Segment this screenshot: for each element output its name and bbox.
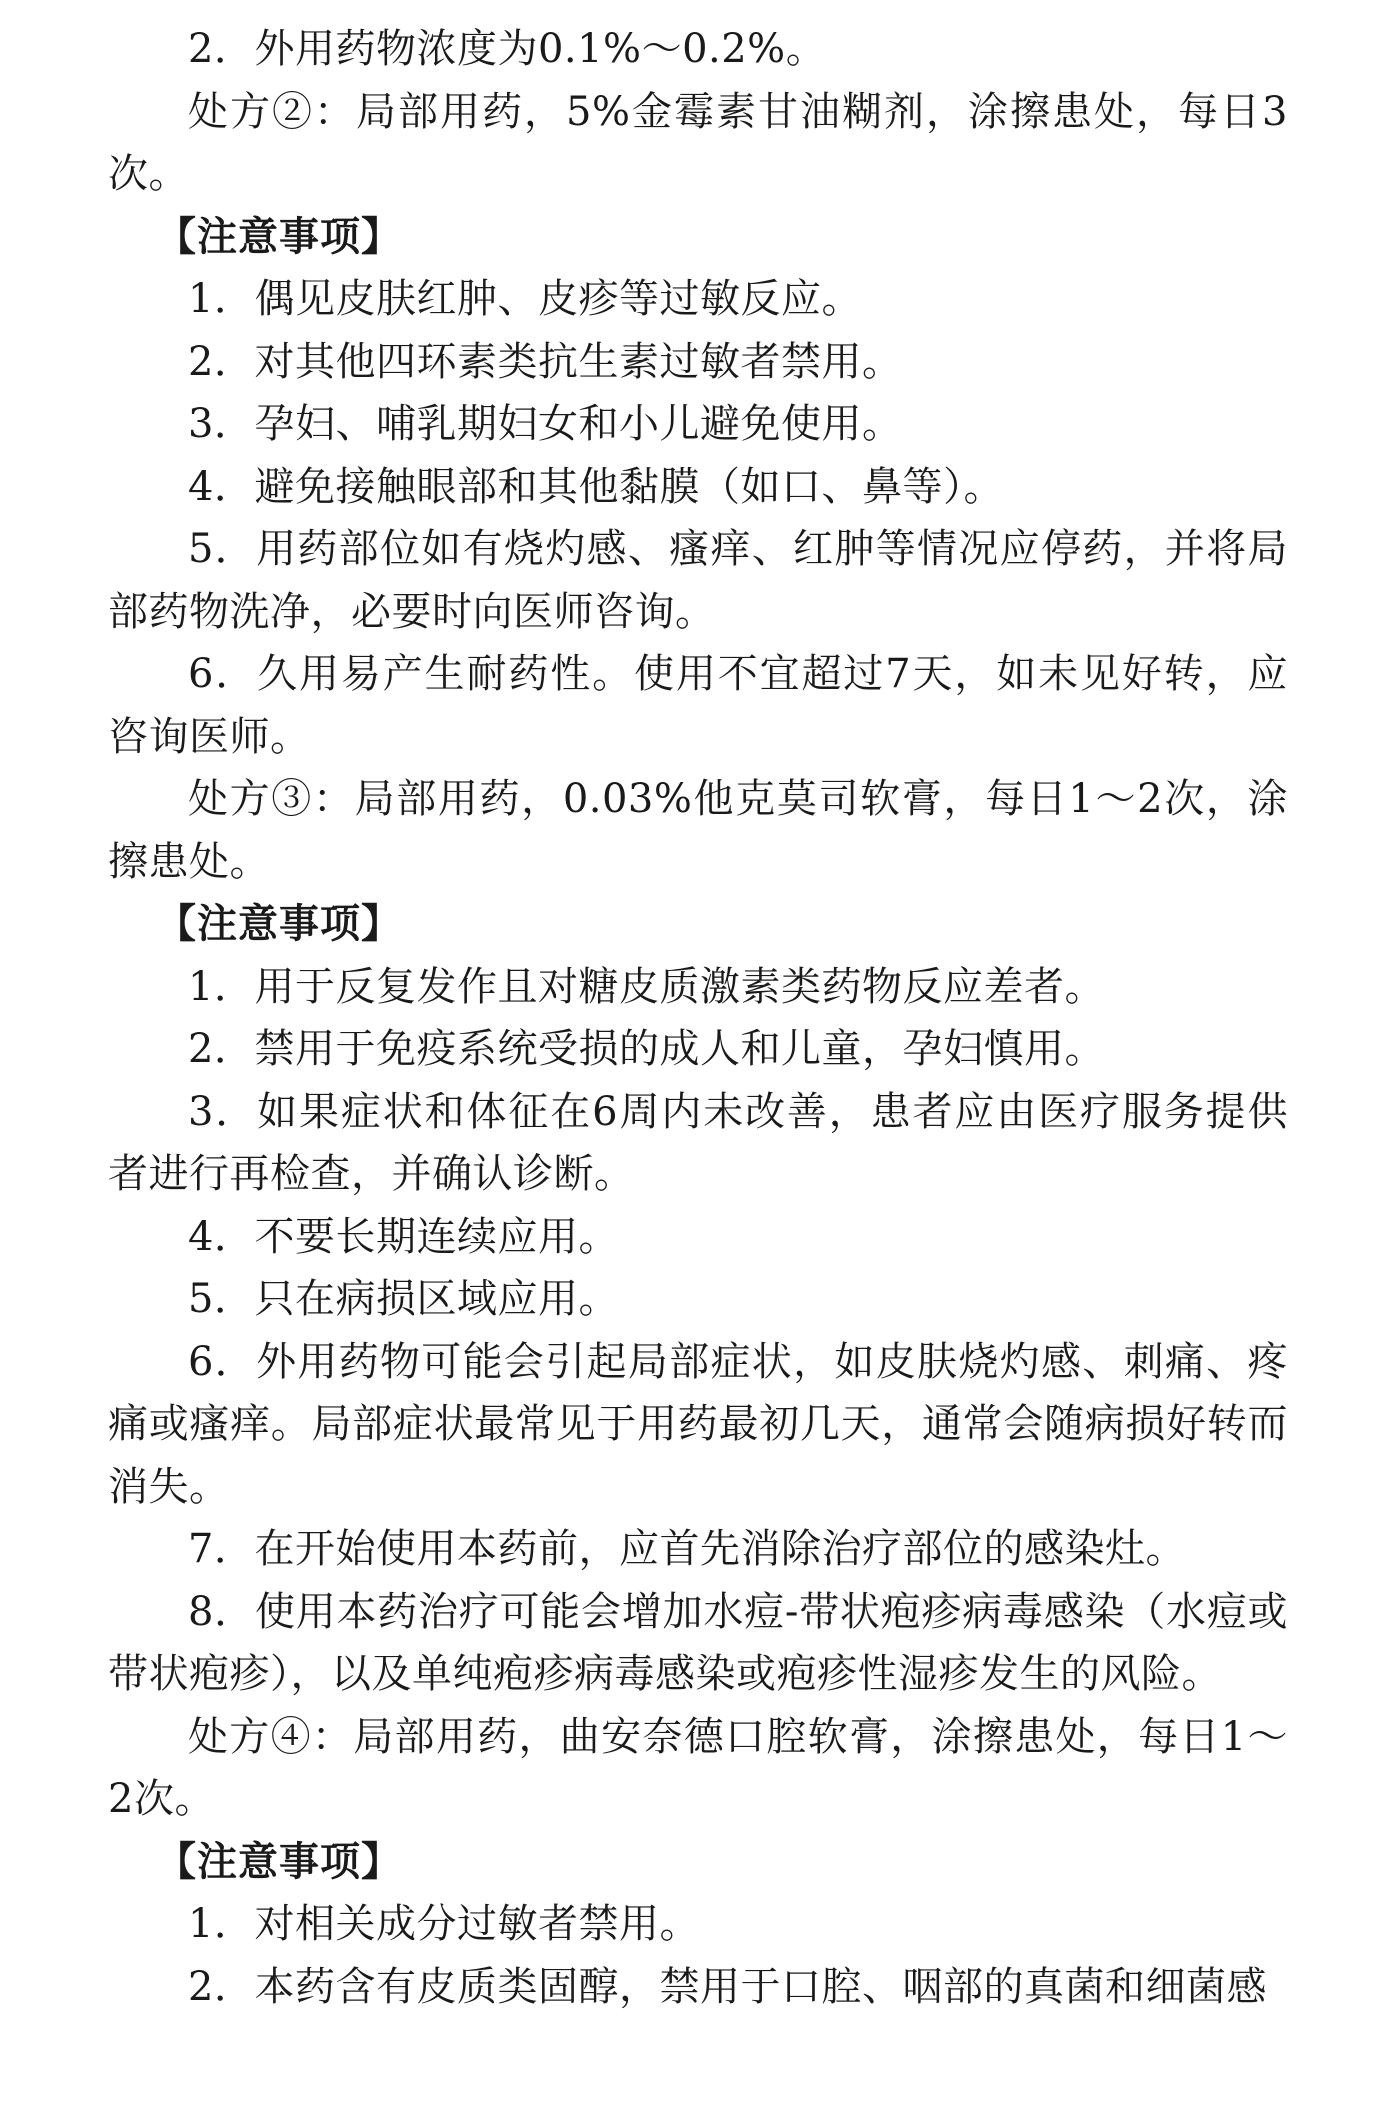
list-item: 1．偶见皮肤红肿、皮疹等过敏反应。 <box>188 276 862 322</box>
list-item: 1．对相关成分过敏者禁用。 <box>188 1901 700 1947</box>
list-item: 2．本药含有皮质类固醇，禁用于口腔、咽部的真菌和细菌感 <box>188 1963 1267 2010</box>
list-item: 8．使用本药治疗可能会增加水痘-带状疱疹病毒感染（水痘或带状疱疹），以及单纯疱疹病毒感染或疱疹性湿疹发生的风险。 <box>108 1588 1288 1697</box>
precautions-heading: 【注意事项】 <box>156 213 402 260</box>
list-item-concentration: 2．外用药物浓度为0.1%～0.2%。 <box>188 26 827 72</box>
list-item: 6．外用药物可能会引起局部症状，如皮肤烧灼感、刺痛、疼痛或瘙痒。局部症状最常见于用药最初几天，通常会随病损好转而消失。 <box>108 1338 1288 1510</box>
list-item: 3．孕妇、哺乳期妇女和小儿避免使用。 <box>188 401 903 447</box>
precautions-heading: 【注意事项】 <box>156 901 402 947</box>
body-text <box>108 18 1288 2018</box>
list-item: 2．禁用于免疫系统受损的成人和儿童，孕妇慎用。 <box>188 1026 1105 1072</box>
list-item: 5．用药部位如有烧灼感、瘙痒、红肿等情况应停药，并将局部药物洗净，必要时向医师咨询。 <box>108 526 1288 635</box>
precautions-heading: 【注意事项】 <box>156 1838 402 1885</box>
list-item: 5．只在病损区域应用。 <box>188 1276 619 1322</box>
prescription-4: 处方④：局部用药，曲安奈德口腔软膏，涂擦患处，每日1～2次。 <box>108 1713 1288 1822</box>
prescription-3: 处方③：局部用药，0.03%他克莫司软膏，每日1～2次，涂擦患处。 <box>108 776 1288 885</box>
list-item: 3．如果症状和体征在6周内未改善，患者应由医疗服务提供者进行再检查，并确认诊断。 <box>108 1088 1288 1197</box>
list-item: 4．避免接触眼部和其他黏膜（如口、鼻等）。 <box>188 463 1004 510</box>
prescription-2: 处方②：局部用药，5%金霉素甘油糊剂，涂擦患处，每日3次。 <box>108 88 1288 197</box>
list-item: 1．用于反复发作且对糖皮质激素类药物反应差者。 <box>188 963 1105 1010</box>
list-item: 7．在开始使用本药前，应首先消除治疗部位的感染灶。 <box>188 1526 1186 1572</box>
list-item: 6．久用易产生耐药性。使用不宜超过7天，如未见好转，应咨询医师。 <box>108 651 1288 760</box>
list-item: 2．对其他四环素类抗生素过敏者禁用。 <box>188 338 903 385</box>
list-item: 4．不要长期连续应用。 <box>188 1213 619 1260</box>
